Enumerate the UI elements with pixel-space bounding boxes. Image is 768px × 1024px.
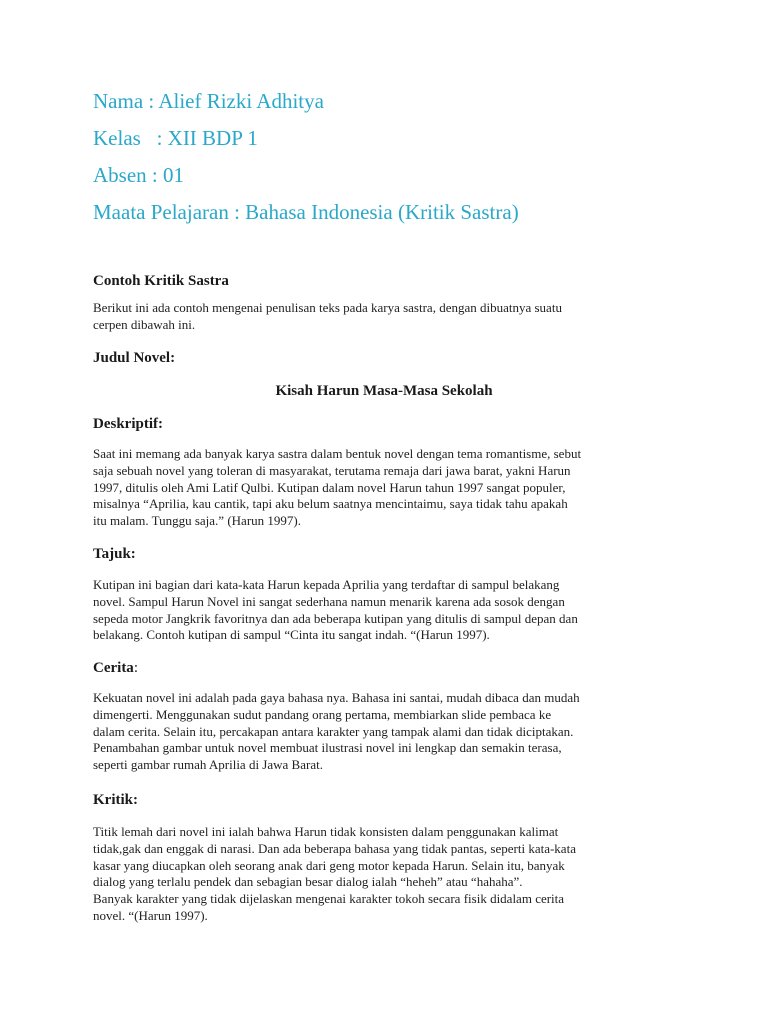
student-absen: Absen : 01 [93, 163, 184, 187]
text-line: seperti gambar rumah Aprilia di Jawa Barat. [93, 757, 323, 773]
intro-paragraph [93, 300, 683, 334]
tajuk-heading: Tajuk: [93, 546, 136, 562]
text-line: itu malam. Tunggu saja.” (Harun 1997). [93, 513, 301, 529]
text-line: novel. Sampul Harun Novel ini sangat sederhana namun menarik karena ada sosok dengan [93, 593, 565, 609]
subject-line: Maata Pelajaran : Bahasa Indonesia (Kritik Sastra) [93, 200, 519, 224]
cerita-heading [93, 661, 138, 676]
text-line: belakang. Contoh kutipan di sampul “Cinta itu sangat indah. “(Harun 1997). [93, 627, 490, 643]
novel-title: Kisah Harun Masa-Masa Sekolah [275, 383, 493, 399]
text-line: Banyak karakter yang tidak dijelaskan mengenai karakter tokoh secara fisik didalam cerita [93, 891, 565, 907]
student-name: Nama : Alief Rizki Adhitya [93, 89, 324, 113]
text-line: kasar yang diucapkan oleh seorang anak dari geng motor kepada Harun. Selain itu, banyak [93, 857, 565, 873]
deskriptif-paragraph [93, 446, 683, 530]
contoh-title: Contoh Kritik Sastra [93, 273, 229, 289]
text-line: Saat ini memang ada banyak karya sastra dalam bentuk novel dengan tema romantisme, sebut [93, 446, 582, 461]
judul-heading: Judul Novel: [93, 350, 176, 366]
text-line: dalam cerita. Selain itu, percakapan antara karakter yang tampak alami dan tidak diciptakan. [93, 723, 574, 739]
text-line: saja sebuah novel yang toleran di masyarakat, terutama remaja dari jawa barat, yakni Harun [93, 462, 571, 478]
text-line: tidak,gak dan enggak di narasi. Dan ada beberapa bahasa yang tidak pantas, seperti kata-kata [93, 840, 576, 856]
text-line: Kekuatan novel ini adalah pada gaya bahasa nya. Bahasa ini santai, mudah dibaca dan mudah [93, 690, 580, 705]
text-line: Kutipan ini bagian dari kata-kata Harun kepada Aprilia yang terdaftar di sampul belakang [93, 577, 560, 592]
kritik-paragraph [93, 824, 683, 925]
text-line: Titik lemah dari novel ini ialah bahwa Harun tidak konsisten dalam penggunakan kalimat [93, 824, 559, 839]
text-line: dialog yang terlalu pendek dan sebagian besar dialog ialah “heheh” atau “hahaha”. [93, 874, 523, 890]
tajuk-paragraph [93, 577, 683, 644]
student-class: Kelas : XII BDP 1 [93, 126, 258, 150]
text-line: dimengerti. Menggunakan sudut pandang orang pertama, membiarkan slide pembaca ke [93, 706, 552, 722]
kritik-heading: Kritik: [93, 792, 138, 808]
text-line: novel. “(Harun 1997). [93, 907, 208, 923]
text-line: misalnya “Aprilia, kau cantik, tapi aku belum saatnya mencintaimu, saya tidak tahu apakah [93, 496, 568, 512]
cerita-heading-text: Cerita [93, 660, 134, 676]
text-line: sepeda motor Jangkrik favoritnya dan ada beberapa kutipan yang ditulis di sampul depan dan [93, 610, 578, 626]
text-line: 1997, ditulis oleh Ami Latif Qulbi. Kutipan dalam novel Harun tahun 1997 sangat populer, [93, 479, 566, 495]
cerita-paragraph [93, 690, 683, 774]
cerita-heading-colon: : [133, 660, 138, 676]
deskriptif-heading: Deskriptif: [93, 416, 163, 432]
text-line: cerpen dibawah ini. [93, 316, 196, 332]
text-line: Penambahan gambar untuk novel membuat ilustrasi novel ini lengkap dan semakin terasa, [93, 740, 562, 756]
text-line: Berikut ini ada contoh mengenai penulisan teks pada karya sastra, dengan dibuatnya suatu [93, 300, 562, 315]
